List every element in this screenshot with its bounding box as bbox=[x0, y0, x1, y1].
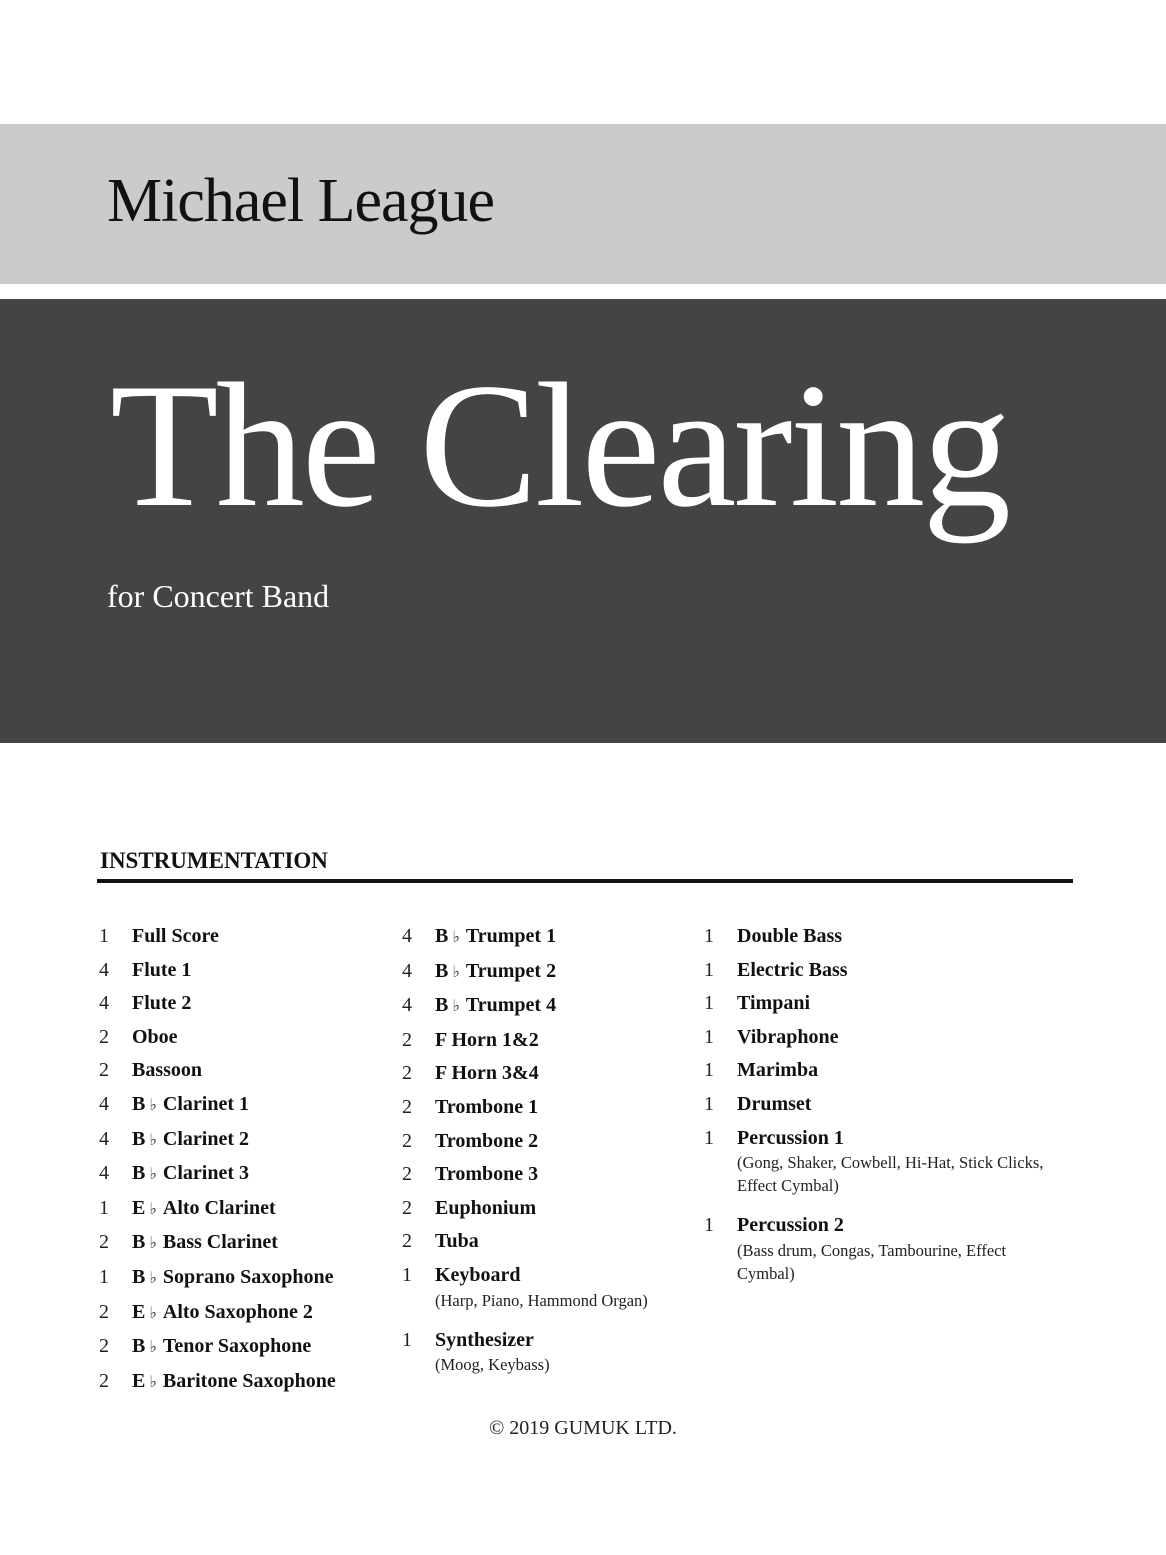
instrument-key: E bbox=[132, 1369, 146, 1392]
instrument-name-block bbox=[132, 1365, 336, 1400]
instrument-quantity: 2 bbox=[402, 1163, 412, 1186]
instrument-detail: (Gong, Shaker, Cowbell, Hi-Hat, Stick Clicks, Effect Cymbal) bbox=[737, 1153, 1044, 1196]
instrument-column-1 bbox=[99, 920, 336, 1399]
instrument-row bbox=[99, 1192, 336, 1227]
instrument-key: B bbox=[132, 1335, 146, 1358]
instrument-name-block bbox=[435, 955, 556, 990]
instrument-quantity: 2 bbox=[402, 1062, 412, 1085]
instrument-quantity: 2 bbox=[402, 1230, 412, 1253]
flat-symbol-icon: ♭ bbox=[149, 1131, 157, 1149]
instrument-name: Trombone 2 bbox=[435, 1129, 539, 1152]
instrument-name: Trumpet 1 bbox=[465, 925, 557, 947]
instrument-quantity: 2 bbox=[99, 1025, 109, 1048]
instrument-row bbox=[99, 1296, 336, 1331]
instrument-name-block bbox=[132, 1192, 276, 1227]
instrument-name: Flute 1 bbox=[132, 958, 192, 981]
instrument-row bbox=[704, 1054, 1067, 1088]
instrument-name: Keyboard bbox=[435, 1263, 521, 1286]
instrument-quantity: 2 bbox=[99, 1231, 109, 1254]
composer-name: Michael League bbox=[107, 167, 495, 235]
instrument-name-block bbox=[435, 1091, 538, 1125]
piece-subtitle: for Concert Band bbox=[107, 578, 330, 614]
instrument-name: Trumpet 4 bbox=[465, 994, 557, 1017]
instrument-row bbox=[704, 1088, 1067, 1122]
flat-symbol-icon: ♭ bbox=[149, 1304, 157, 1322]
instrument-key: B bbox=[435, 925, 449, 947]
instrument-name-block bbox=[435, 989, 556, 1024]
instrument-quantity: 4 bbox=[99, 1127, 109, 1150]
instrument-quantity: 4 bbox=[402, 959, 412, 982]
instrument-name-block bbox=[737, 1122, 1067, 1210]
instrument-quantity: 1 bbox=[402, 1328, 412, 1351]
instrument-name-block bbox=[435, 1125, 538, 1159]
instrument-row bbox=[402, 1024, 648, 1058]
instrument-quantity: 2 bbox=[402, 1196, 412, 1219]
instrument-name: Marimba bbox=[737, 1059, 819, 1082]
instrument-name-block bbox=[435, 920, 556, 955]
instrument-quantity: 1 bbox=[704, 958, 714, 981]
instrument-name: Full Score bbox=[132, 925, 219, 947]
instrument-quantity: 2 bbox=[99, 1300, 109, 1323]
instrument-name: Tuba bbox=[435, 1230, 479, 1253]
flat-symbol-icon: ♭ bbox=[149, 1373, 157, 1391]
instrument-quantity: 4 bbox=[402, 925, 412, 947]
instrument-name-block bbox=[132, 1226, 278, 1261]
instrument-name-block bbox=[132, 1296, 313, 1331]
instrument-key: B bbox=[132, 1265, 146, 1288]
instrument-name-block bbox=[435, 1259, 648, 1324]
instrument-name: Percussion 1 bbox=[737, 1126, 844, 1149]
instrument-row bbox=[402, 920, 648, 955]
instrument-quantity: 4 bbox=[402, 994, 412, 1017]
flat-symbol-icon: ♭ bbox=[149, 1096, 157, 1114]
instrument-name: Baritone Saxophone bbox=[162, 1369, 336, 1392]
instrument-row bbox=[704, 920, 1067, 954]
flat-symbol-icon: ♭ bbox=[452, 929, 460, 946]
flat-symbol-icon: ♭ bbox=[149, 1339, 157, 1357]
instrument-quantity: 4 bbox=[99, 958, 109, 981]
instrument-name: Clarinet 3 bbox=[162, 1162, 249, 1185]
instrument-name: Double Bass bbox=[737, 925, 843, 947]
instrument-name-block bbox=[132, 1088, 249, 1123]
instrument-row bbox=[402, 1091, 648, 1125]
instrument-quantity: 2 bbox=[99, 1335, 109, 1358]
instrument-name-block bbox=[435, 1192, 536, 1226]
instrument-name: F Horn 1&2 bbox=[435, 1028, 539, 1051]
instrument-row bbox=[99, 1330, 336, 1365]
instrument-row bbox=[99, 920, 336, 954]
instrument-name-block bbox=[132, 1157, 249, 1192]
instrument-name-block bbox=[132, 987, 191, 1021]
instrument-column-2 bbox=[402, 920, 648, 1388]
instrument-key: E bbox=[132, 1300, 146, 1323]
instrument-name: Vibraphone bbox=[737, 1025, 839, 1048]
instrument-key: B bbox=[132, 1162, 146, 1185]
instrument-row bbox=[402, 1192, 648, 1226]
instrument-name-block bbox=[435, 1057, 539, 1091]
instrument-quantity: 1 bbox=[99, 925, 109, 947]
instrument-quantity: 1 bbox=[704, 1059, 714, 1082]
flat-symbol-icon: ♭ bbox=[452, 963, 460, 981]
instrument-name-block bbox=[132, 954, 191, 988]
instrument-quantity: 1 bbox=[402, 1263, 412, 1286]
flat-symbol-icon: ♭ bbox=[149, 1166, 157, 1184]
instrument-name: Drumset bbox=[737, 1092, 812, 1115]
instrument-name-block bbox=[435, 1158, 538, 1192]
instrument-row bbox=[99, 1157, 336, 1192]
instrument-quantity: 1 bbox=[704, 1214, 714, 1237]
instrument-name: Bassoon bbox=[132, 1059, 203, 1082]
instrument-row bbox=[99, 1088, 336, 1123]
instrument-key: B bbox=[435, 959, 449, 982]
flat-symbol-icon: ♭ bbox=[149, 1235, 157, 1253]
instrument-key: E bbox=[132, 1196, 146, 1219]
instrument-quantity: 1 bbox=[704, 925, 714, 947]
instrument-row bbox=[99, 1123, 336, 1158]
instrument-quantity: 4 bbox=[99, 1162, 109, 1185]
instrument-key: B bbox=[435, 994, 449, 1017]
instrument-name: F Horn 3&4 bbox=[435, 1062, 539, 1085]
instrument-column-3 bbox=[704, 920, 1067, 1297]
instrument-name: Clarinet 2 bbox=[162, 1127, 249, 1150]
instrument-row bbox=[99, 987, 336, 1021]
flat-symbol-icon: ♭ bbox=[149, 1269, 157, 1287]
instrument-name: Trumpet 2 bbox=[465, 959, 557, 982]
instrument-quantity: 1 bbox=[704, 1092, 714, 1115]
instrument-key: B bbox=[132, 1092, 146, 1115]
instrument-name-block bbox=[435, 1225, 479, 1259]
instrument-quantity: 1 bbox=[99, 1265, 109, 1288]
heading-rule bbox=[97, 879, 1073, 883]
instrument-name-block bbox=[737, 1088, 811, 1122]
instrument-name: Trombone 1 bbox=[435, 1095, 539, 1118]
instrument-key: B bbox=[132, 1231, 146, 1254]
instrument-name: Flute 2 bbox=[132, 992, 192, 1015]
instrument-row bbox=[402, 1057, 648, 1091]
instrument-row bbox=[704, 1209, 1067, 1297]
instrument-quantity: 1 bbox=[704, 992, 714, 1015]
instrument-row bbox=[99, 1261, 336, 1296]
instrument-quantity: 1 bbox=[99, 1196, 109, 1219]
instrument-name: Percussion 2 bbox=[737, 1214, 844, 1237]
instrument-quantity: 2 bbox=[402, 1095, 412, 1118]
instrument-quantity: 1 bbox=[704, 1126, 714, 1149]
instrument-name: Timpani bbox=[737, 992, 810, 1015]
piece-title: The Clearing bbox=[110, 346, 1009, 544]
instrument-row bbox=[402, 955, 648, 990]
instrument-row bbox=[402, 1125, 648, 1159]
instrument-row bbox=[99, 1021, 336, 1055]
instrument-row bbox=[99, 1054, 336, 1088]
instrument-row bbox=[402, 1225, 648, 1259]
instrument-name-block bbox=[132, 1261, 334, 1296]
instrument-name-block bbox=[132, 1054, 202, 1088]
instrument-quantity: 1 bbox=[704, 1025, 714, 1048]
instrument-name-block bbox=[132, 1330, 311, 1365]
instrumentation-heading: INSTRUMENTATION bbox=[100, 848, 328, 873]
instrument-row bbox=[99, 1365, 336, 1400]
instrument-name: Soprano Saxophone bbox=[162, 1265, 334, 1288]
instrument-name-block bbox=[737, 954, 848, 988]
instrument-name-block bbox=[132, 1021, 178, 1055]
instrument-quantity: 2 bbox=[402, 1129, 412, 1152]
instrument-name-block bbox=[737, 1021, 839, 1055]
copyright-notice: © 2019 GUMUK LTD. bbox=[489, 1417, 677, 1439]
instrument-name: Oboe bbox=[132, 1025, 178, 1048]
instrument-row bbox=[704, 954, 1067, 988]
instrument-row bbox=[99, 954, 336, 988]
instrument-row bbox=[402, 989, 648, 1024]
instrument-quantity: 2 bbox=[99, 1059, 109, 1082]
instrument-name: Bass Clarinet bbox=[162, 1231, 278, 1254]
instrument-name-block bbox=[435, 1324, 550, 1389]
instrument-name-block bbox=[435, 1024, 539, 1058]
instrument-row bbox=[704, 987, 1067, 1021]
instrument-row bbox=[704, 1021, 1067, 1055]
flat-symbol-icon: ♭ bbox=[149, 1200, 157, 1218]
instrument-row bbox=[402, 1324, 648, 1389]
instrument-name-block bbox=[132, 1123, 249, 1158]
instrument-row bbox=[99, 1226, 336, 1261]
instrument-name-block bbox=[737, 920, 842, 954]
instrument-name: Alto Saxophone 2 bbox=[162, 1300, 313, 1323]
instrument-detail: (Harp, Piano, Hammond Organ) bbox=[435, 1290, 648, 1310]
instrument-quantity: 2 bbox=[99, 1369, 109, 1392]
instrument-name: Trombone 3 bbox=[435, 1163, 539, 1186]
instrument-quantity: 4 bbox=[99, 992, 109, 1015]
instrument-name: Euphonium bbox=[435, 1196, 537, 1219]
instrument-name: Synthesizer bbox=[435, 1328, 534, 1351]
instrument-name-block bbox=[737, 987, 810, 1021]
instrument-row bbox=[704, 1122, 1067, 1210]
instrument-name-block bbox=[737, 1054, 818, 1088]
instrument-quantity: 2 bbox=[402, 1028, 412, 1051]
instrument-row bbox=[402, 1158, 648, 1192]
flat-symbol-icon: ♭ bbox=[452, 998, 460, 1016]
instrument-detail: (Bass drum, Congas, Tambourine, Effect Cymbal) bbox=[737, 1240, 1007, 1283]
instrument-row bbox=[402, 1259, 648, 1324]
instrument-name-block bbox=[737, 1209, 1067, 1297]
instrument-name: Electric Bass bbox=[737, 958, 848, 981]
instrument-key: B bbox=[132, 1127, 146, 1150]
instrument-name: Clarinet 1 bbox=[162, 1092, 249, 1115]
instrument-detail: (Moog, Keybass) bbox=[435, 1355, 550, 1375]
instrument-quantity: 4 bbox=[99, 1092, 109, 1115]
instrument-name: Alto Clarinet bbox=[162, 1196, 276, 1219]
instrument-name: Tenor Saxophone bbox=[162, 1335, 312, 1358]
instrument-name-block bbox=[132, 920, 219, 954]
